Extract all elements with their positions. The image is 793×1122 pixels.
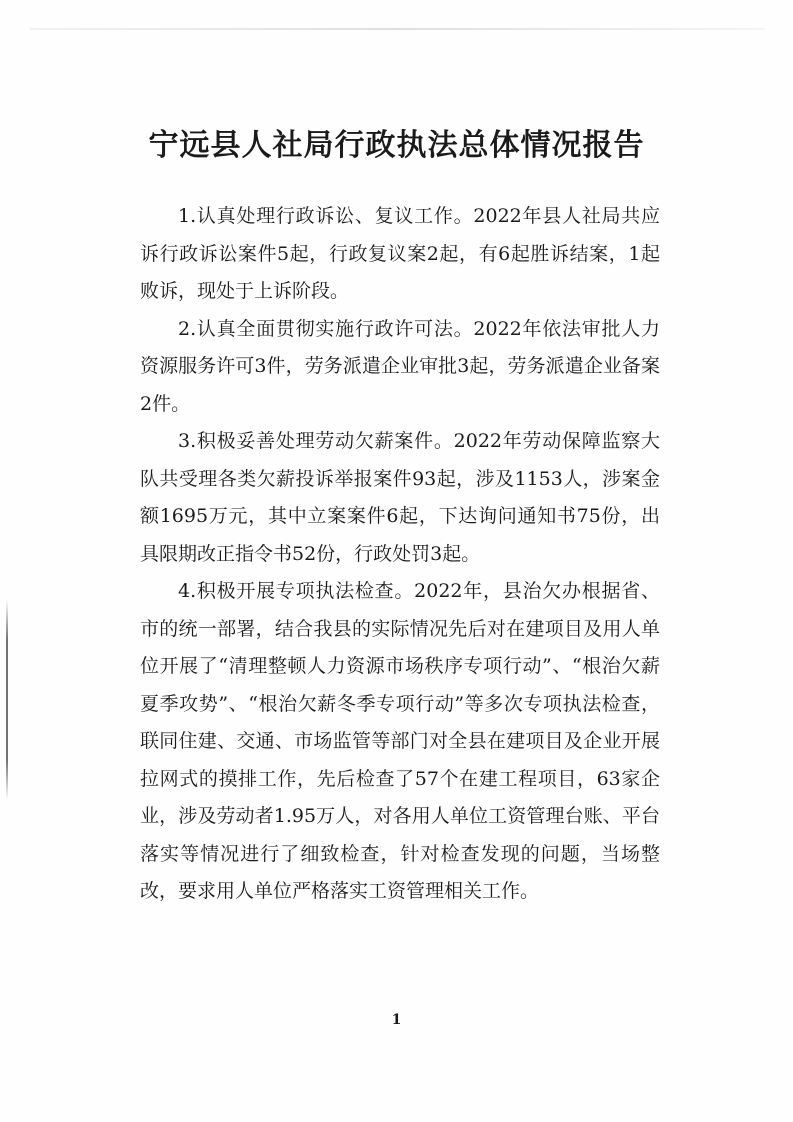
paragraph-4: 4.积极开展专项执法检查。2022年，县治欠办根据省、市的统一部署，结合我县的实际情况先后对在建项目及用人单位开展了“清理整顿人力资源市场秩序专项行动”、“根治欠薪夏季攻势”、“根治欠薪冬季专项行动”等多次专项执法检查，联同住建、交通、市场监管等部门对全县在建项目及企业开展拉网式的摸排工作，先后检查了57个在建工程项目，63家企业，涉及劳动者1.95万人，对各用人单位工资管理台账、平台落实等情况进行了细致检查，针对检查发现的问题，当场整改，要求用人单位严格落实工资管理相关工作。: [140, 580, 660, 902]
scan-mark-left: [6, 600, 8, 800]
paragraph-2: 2.认真全面贯彻实施行政许可法。2022年依法审批人力资源服务许可3件，劳务派遣企业审批3起，劳务派遣企业备案2件。: [140, 317, 660, 415]
scan-edge-top: [30, 28, 765, 30]
page-number: 1: [391, 1012, 402, 1028]
document-body: [140, 198, 660, 911]
paragraph-1: 1.认真处理行政诉讼、复议工作。2022年县人社局共应诉行政诉讼案件5起，行政复议案2起，有6起胜诉结案，1起败诉，现处于上诉阶段。: [140, 205, 660, 302]
document-title: 宁远县人社局行政执法总体情况报告: [148, 128, 645, 163]
paragraph-3: 3.积极妥善处理劳动欠薪案件。2022年劳动保障监察大队共受理各类欠薪投诉举报案件93起，涉及1153人，涉案金额1695万元，其中立案案件6起，下达询问通知书75份，出具限期改正指令书52份，行政处罚3起。: [140, 430, 660, 565]
